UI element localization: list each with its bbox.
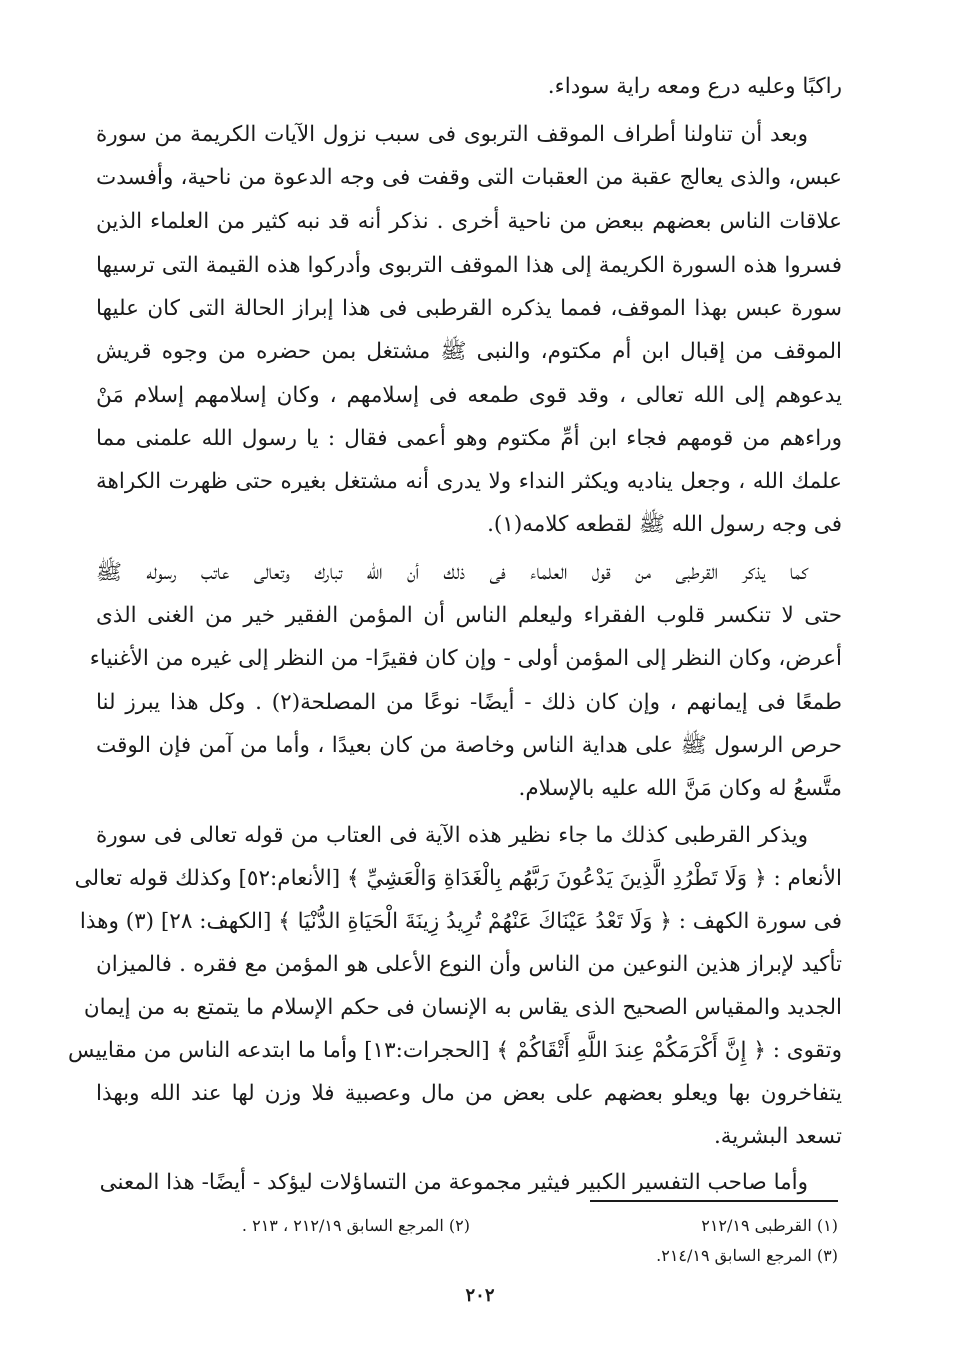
text-line-21: تأكيد لإبراز هذين النوعين من الناس وأن النوع الأعلى هو المؤمن مع فقره . فالميزان bbox=[96, 952, 842, 977]
footnote-2: (٢) المرجع السابق ٢١٢/١٩ ، ٢١٣ . bbox=[241, 1216, 470, 1235]
footnote-separator bbox=[590, 1200, 838, 1202]
text-line-2: وبعد أن تناولنا أطراف الموقف التربوى فى سبب نزول الآيات الكريمة من سورة bbox=[96, 122, 808, 147]
text-line-4: علاقات الناس بعضهم ببعض من ناحية أخرى . نذكر أنه قد نبه كثير من العلماء الذين bbox=[96, 209, 842, 234]
text-line-5: فسروا هذه السورة الكريمة إلى هذا الموقف التربوى وأدركوا هذه القيمة التى ترسيها bbox=[96, 253, 842, 278]
footnote-1: (١) القرطبى ٢١٢/١٩ bbox=[701, 1216, 838, 1235]
text-line-15: طمعًا فى إيمانهم ، وإن كان ذلك - أيضًا- نوعًا من المصلحة(٢) . وكل هذا يبرز لنا bbox=[96, 690, 842, 715]
text-line-25: تسعد البشرية. bbox=[713, 1124, 842, 1149]
text-line-8: يدعوهم إلى الله تعالى ، وقد قوى طمعه فى إسلامهم ، وكان إسلامهم إسلام مَنْ bbox=[96, 383, 842, 408]
text-line-6: سورة عبس بهذا الموقف، فمما يذكره القرطبى فى هذا إبراز الحالة التى كان عليها bbox=[96, 296, 842, 321]
text-line-17: متَّسعُ له وكان مَنَّ الله عليه بالإسلام. bbox=[518, 776, 842, 801]
text-line-12: كما يذكر القرطبى من قول العلماء فى ذلك أن الله تبارك وتعالى عاتب رسوله ﷺ bbox=[96, 560, 808, 585]
text-line-7: الموقف من إقبال ابن أم مكتوم، والنبى ﷺ مشتغل بمن حضره من وجوه قريش bbox=[96, 339, 842, 364]
page-number: ٢٠٢ bbox=[465, 1285, 495, 1306]
text-line-1: راكبًا وعليه درع ومعه راية سوداء. bbox=[547, 74, 842, 99]
text-line-22: الجديد والمقياس الصحيح الذى يقاس به الإنسان فى حكم الإسلام ما يتمتع به من إيمان bbox=[83, 995, 842, 1020]
text-line-18: ويذكر القرطبى كذلك ما جاء نظير هذه الآية فى العتاب من قوله تعالى فى سورة bbox=[96, 823, 808, 848]
text-line-3: عبس، والذى يعالج عقبة من العقبات التى وقفت فى وجه الدعوة من ناحية، وأفسدت bbox=[96, 165, 842, 190]
text-line-14: أعرض، وكان النظر إلى المؤمن أولى - وإن كان فقيرًا- من النظر إلى غيره من الأغنياء bbox=[89, 646, 842, 671]
text-line-13: حتى لا تنكسر قلوب الفقراء وليعلم الناس أن المؤمن الفقير خير من الغنى الذى bbox=[96, 603, 842, 628]
text-line-16: حرص الرسول ﷺ على هداية الناس وخاصة من كان بعيدًا ، وأما من آمن فإن الوقت bbox=[96, 733, 842, 758]
text-line-9: وراءهم من قومهم فجاء ابن أمِّ مكتوم وهو أعمى فقال : يا رسول الله علمنى مما bbox=[96, 426, 842, 451]
text-line-19: الأنعام : ﴿ وَلَا تَطْرُدِ الَّذِينَ يَدْعُونَ رَبَّهُم بِالْغَدَاةِ وَالْعَشِيِّ ﴾ [الأنعام:٥٢] وكذلك قوله تعالى bbox=[74, 866, 842, 891]
text-line-10: علمك الله ، وجعل يناديه ويكثر النداء ولا يدرى أنه مشتغل بغيره حتى ظهرت الكراهة bbox=[96, 469, 842, 494]
text-line-23: وتقوى : ﴿ إِنَّ أَكْرَمَكُمْ عِندَ اللَّهِ أَتْقَاكُمْ ﴾ [الحجرات:١٣] وأما ما ابتدعه الناس من مقاييس bbox=[68, 1038, 842, 1063]
text-line-24: يتفاخرون بها ويعلو بعضهم على بعض من مال وعصبية فلا وزن لها عند الله وبهذا bbox=[96, 1081, 842, 1106]
text-line-20: فى سورة الكهف : ﴿ وَلَا تَعْدُ عَيْنَاكَ عَنْهُمْ تُرِيدُ زِينَةَ الْحَيَاةِ الدُّنْيَا ﴾ [الكهف: ٢٨] (٣) وهذا bbox=[79, 909, 842, 934]
text-line-26: وأما صاحب التفسير الكبير فيثير مجموعة من التساؤلات ليؤكد - أيضًا- هذا المعنى bbox=[99, 1170, 808, 1195]
text-line-11: فى وجه رسول الله ﷺ لقطعه كلامه(١). bbox=[487, 512, 842, 537]
footnote-3: (٣) المرجع السابق ٢١٤/١٩. bbox=[656, 1246, 838, 1265]
